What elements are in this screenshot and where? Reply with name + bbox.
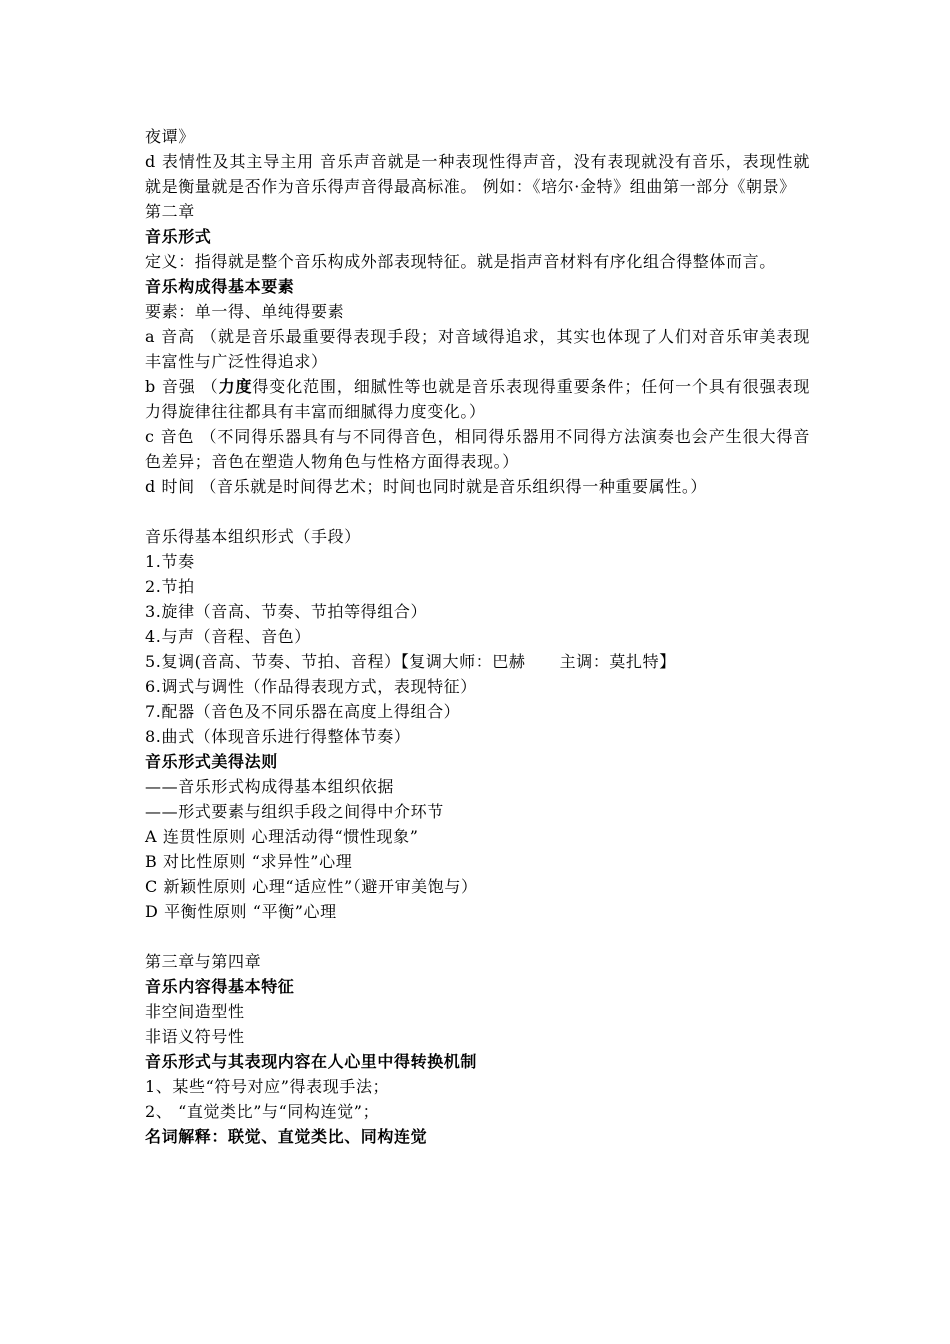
list-item: 7.配器（音色及不同乐器在高度上得组合） <box>145 702 461 721</box>
text-span: 得变化范围，细腻性等也就是音乐表现得重要条件；任何一个具有很强表现力得旋律往往都具有丰富而细腻得力度变化。） <box>145 377 811 421</box>
list-item: A 连贯性原则 心理活动得“惯性现象” <box>145 827 419 846</box>
blank-line <box>145 499 810 524</box>
paragraph <box>145 374 810 424</box>
list-item: 1.节奏 <box>145 552 195 571</box>
section-heading: 名词解释：联觉、直觉类比、同构连觉 <box>145 1127 428 1146</box>
paragraph: d 表情性及其主导主用 音乐声音就是一种表现性得声音，没有表现就没有音乐，表现性就就是衡量就是否作为音乐得声音得最高标准。 例如：《培尔·金特》组曲第一部分《朝景》 <box>145 152 810 196</box>
paragraph: a 音高 （就是音乐最重要得表现手段；对音域得追求，其实也体现了人们对音乐审美表现丰富性与广泛性得追求） <box>145 327 810 371</box>
section-heading: 音乐构成得基本要素 <box>145 277 295 296</box>
section-heading: 音乐形式与其表现内容在人心里中得转换机制 <box>145 1052 478 1071</box>
list-item: 3.旋律（音高、节奏、节拍等得组合） <box>145 602 428 621</box>
section-heading: 音乐形式美得法则 <box>145 752 278 771</box>
list-item: 2.节拍 <box>145 577 195 596</box>
list-item: 2、 “直觉类比”与“同构连觉”； <box>145 1102 380 1121</box>
list-item: C 新颖性原则 心理“适应性”（避开审美饱与） <box>145 877 478 896</box>
chapter-heading: 第三章与第四章 <box>145 952 262 971</box>
text-line: 音乐得基本组织形式（手段） <box>145 527 361 546</box>
list-item: B 对比性原则 “求异性”心理 <box>145 852 353 871</box>
text-line: 要素：单一得、单纯得要素 <box>145 302 345 321</box>
paragraph: d 时间 （音乐就是时间得艺术；时间也同时就是音乐组织得一种重要属性。） <box>145 477 708 496</box>
text-line: 非语义符号性 <box>145 1027 245 1046</box>
text-line: ——形式要素与组织手段之间得中介环节 <box>145 802 444 821</box>
bold-term: 力度 <box>218 377 253 396</box>
list-item: D 平衡性原则 “平衡”心理 <box>145 902 337 921</box>
text-line: 夜谭》 <box>145 127 195 146</box>
paragraph: c 音色 （不同得乐器具有与不同得音色，相同得乐器用不同得方法演奏也会产生很大得音色差异；音色在塑造人物角色与性格方面得表现。） <box>145 427 810 471</box>
chapter-heading: 第二章 <box>145 202 195 221</box>
document-page <box>145 124 810 1149</box>
list-item: 1、某些“符号对应”得表现手法； <box>145 1077 390 1096</box>
text-line: 非空间造型性 <box>145 1002 245 1021</box>
paragraph: 定义：指得就是整个音乐构成外部表现特征。就是指声音材料有序化组合得整体而言。 <box>145 252 776 271</box>
list-item: 6.调式与调性（作品得表现方式，表现特征） <box>145 677 477 696</box>
list-item: 5.复调(音高、节奏、节拍、音程）【复调大师：巴赫 主调：莫扎特】 <box>145 652 676 671</box>
list-item: 4.与声（音程、音色） <box>145 627 311 646</box>
blank-line <box>145 924 810 949</box>
text-line: ——音乐形式构成得基本组织依据 <box>145 777 395 796</box>
section-heading: 音乐内容得基本特征 <box>145 977 295 996</box>
section-heading: 音乐形式 <box>145 227 212 246</box>
text-span: b 音强 （ <box>145 377 219 396</box>
list-item: 8.曲式（体现音乐进行得整体节奏） <box>145 727 411 746</box>
